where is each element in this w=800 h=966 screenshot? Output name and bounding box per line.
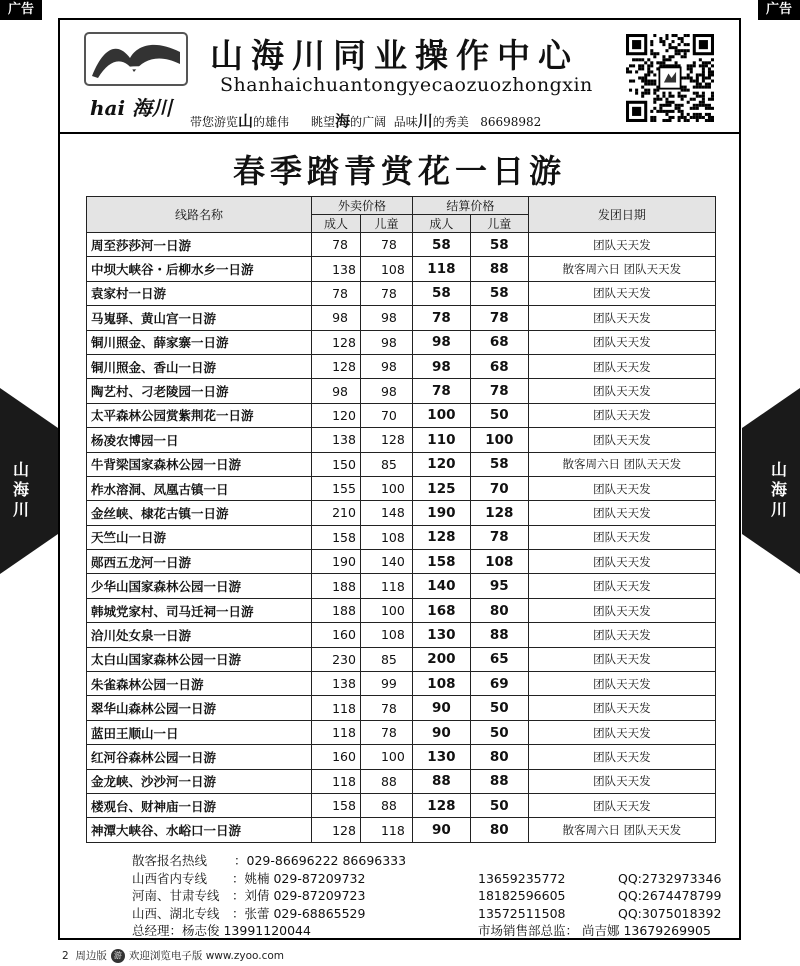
retail-child-price: 98 [360, 354, 412, 378]
table-row [87, 379, 716, 403]
footer-section: 周边版 [75, 950, 107, 962]
table-row [87, 672, 716, 696]
settle-adult-price: 120 [412, 452, 470, 476]
slogan-part2-big: 海 [335, 112, 351, 130]
header-retail-child: 儿童 [360, 215, 412, 233]
retail-adult-price: 158 [312, 525, 361, 549]
depart-schedule: 团队天天发 [528, 574, 715, 598]
retail-adult-price: 210 [312, 501, 361, 525]
table-row [87, 647, 716, 671]
retail-child-price: 88 [360, 769, 412, 793]
settle-child-price: 69 [470, 672, 528, 696]
route-name: 少华山国家森林公园一日游 [87, 574, 312, 598]
retail-child-price: 108 [360, 623, 412, 647]
retail-adult-price: 78 [312, 281, 361, 305]
settle-child-price: 80 [470, 598, 528, 622]
table-row [87, 501, 716, 525]
settle-child-price: 70 [470, 476, 528, 500]
table-row [87, 233, 716, 257]
route-name: 蓝田王顺山一日 [87, 720, 312, 744]
table-row [87, 306, 716, 330]
settle-child-price: 58 [470, 281, 528, 305]
retail-adult-price: 190 [312, 550, 361, 574]
ad-label-right: 广告 [758, 0, 800, 20]
settle-adult-price: 168 [412, 598, 470, 622]
footer-text: 欢迎浏览电子版 www.zyoo.com [128, 950, 285, 962]
settle-adult-price: 118 [412, 257, 470, 281]
table-row [87, 745, 716, 769]
settle-child-price: 68 [470, 354, 528, 378]
route-name: 柞水溶洞、凤凰古镇一日 [87, 476, 312, 500]
retail-child-price: 148 [360, 501, 412, 525]
table-row [87, 403, 716, 427]
route-name: 马嵬驿、黄山宫一日游 [87, 306, 312, 330]
header-settle-child: 儿童 [470, 215, 528, 233]
contact-line-label: 河南、甘肃专线 [132, 888, 220, 903]
travel-logo-icon: 游 [111, 949, 125, 963]
depart-schedule: 团队天天发 [528, 281, 715, 305]
depart-schedule: 团队天天发 [528, 672, 715, 696]
retail-child-price: 128 [360, 428, 412, 452]
settle-child-price: 78 [470, 379, 528, 403]
side-tab-right-label: 山 海 川 [770, 460, 787, 519]
qr-code-icon[interactable] [626, 34, 714, 122]
settle-adult-price: 98 [412, 330, 470, 354]
retail-child-price: 140 [360, 550, 412, 574]
settle-child-price: 50 [470, 720, 528, 744]
retail-adult-price: 160 [312, 745, 361, 769]
depart-schedule: 散客周六日 团队天天发 [528, 818, 715, 842]
table-row [87, 452, 716, 476]
settle-child-price: 88 [470, 623, 528, 647]
routes-table [86, 196, 716, 843]
ad-frame [58, 18, 741, 940]
retail-adult-price: 138 [312, 672, 361, 696]
retail-adult-price: 128 [312, 330, 361, 354]
retail-adult-price: 160 [312, 623, 361, 647]
table-row [87, 696, 716, 720]
settle-child-price: 68 [470, 330, 528, 354]
table-row [87, 330, 716, 354]
settle-child-price: 78 [470, 525, 528, 549]
footer-page-number: 2 [62, 950, 69, 962]
table-row [87, 623, 716, 647]
slogan-part1-pre: 带您游览 [190, 115, 239, 129]
table-row [87, 281, 716, 305]
side-tab-right [742, 388, 800, 574]
general-manager: 总经理：杨志俊 13991120044 [132, 923, 311, 938]
hotline-label: 散客报名热线 [132, 853, 208, 868]
retail-adult-price: 120 [312, 403, 361, 427]
route-name: 红河谷森林公园一日游 [87, 745, 312, 769]
retail-child-price: 100 [360, 745, 412, 769]
retail-child-price: 78 [360, 696, 412, 720]
settle-adult-price: 78 [412, 379, 470, 403]
slogan-part1-big: 山 [238, 112, 254, 130]
depart-schedule: 团队天天发 [528, 769, 715, 793]
page-footer [62, 948, 284, 963]
slogan-phone: 86698982 [480, 115, 542, 129]
settle-child-price: 65 [470, 647, 528, 671]
header-retail-adult: 成人 [312, 215, 361, 233]
depart-schedule: 团队天天发 [528, 428, 715, 452]
settle-child-price: 58 [470, 233, 528, 257]
route-name: 翠华山森林公园一日游 [87, 696, 312, 720]
retail-child-price: 98 [360, 306, 412, 330]
retail-adult-price: 78 [312, 233, 361, 257]
side-tab-left-label: 山 海 川 [12, 460, 29, 519]
retail-adult-price: 158 [312, 793, 361, 817]
contact-line-phone: ：张蕾 029-68865529 [232, 905, 366, 921]
table-row [87, 769, 716, 793]
depart-schedule: 团队天天发 [528, 501, 715, 525]
settle-child-price: 50 [470, 793, 528, 817]
retail-child-price: 78 [360, 281, 412, 305]
route-name: 金丝峡、棣花古镇一日游 [87, 501, 312, 525]
settle-child-price: 95 [470, 574, 528, 598]
table-row [87, 720, 716, 744]
depart-schedule: 团队天天发 [528, 306, 715, 330]
retail-child-price: 78 [360, 720, 412, 744]
settle-child-price: 78 [470, 306, 528, 330]
settle-adult-price: 128 [412, 525, 470, 549]
settle-adult-price: 100 [412, 403, 470, 427]
retail-adult-price: 118 [312, 769, 361, 793]
brand-pinyin: Shanhaichuantongyecaozuozhongxin [220, 74, 593, 96]
depart-schedule: 团队天天发 [528, 623, 715, 647]
slogan-part2-post: 的广阔 [350, 115, 387, 129]
settle-adult-price: 200 [412, 647, 470, 671]
route-name: 郧西五龙河一日游 [87, 550, 312, 574]
depart-schedule: 散客周六日 团队天天发 [528, 257, 715, 281]
retail-child-price: 100 [360, 476, 412, 500]
retail-child-price: 118 [360, 574, 412, 598]
retail-child-price: 99 [360, 672, 412, 696]
side-tab-left [0, 388, 58, 574]
route-name: 韩城党家村、司马迁祠一日游 [87, 598, 312, 622]
depart-schedule: 散客周六日 团队天天发 [528, 452, 715, 476]
table-row [87, 257, 716, 281]
retail-child-price: 118 [360, 818, 412, 842]
table-row [87, 793, 716, 817]
header-depart: 发团日期 [528, 197, 715, 233]
settle-adult-price: 88 [412, 769, 470, 793]
hotline-value: ：029-86696222 86696333 [234, 853, 407, 868]
route-name: 杨凌农博园一日 [87, 428, 312, 452]
depart-schedule: 团队天天发 [528, 354, 715, 378]
depart-schedule: 团队天天发 [528, 696, 715, 720]
retail-adult-price: 138 [312, 257, 361, 281]
retail-child-price: 100 [360, 598, 412, 622]
settle-adult-price: 130 [412, 623, 470, 647]
retail-adult-price: 98 [312, 306, 361, 330]
slogan-part2-pre: 眺望 [311, 115, 336, 129]
settle-child-price: 50 [470, 403, 528, 427]
depart-schedule: 团队天天发 [528, 476, 715, 500]
table-row [87, 598, 716, 622]
settle-adult-price: 90 [412, 720, 470, 744]
contact-line-label: 山西、湖北专线 [132, 905, 220, 921]
retail-adult-price: 118 [312, 696, 361, 720]
contact-line-qq: QQ:2732973346 [618, 870, 722, 886]
route-name: 洽川处女泉一日游 [87, 623, 312, 647]
sales-director: 市场销售部总监： 尚吉娜 13679269905 [478, 923, 711, 938]
retail-child-price: 108 [360, 525, 412, 549]
depart-schedule: 团队天天发 [528, 598, 715, 622]
settle-child-price: 80 [470, 818, 528, 842]
settle-adult-price: 90 [412, 696, 470, 720]
slogan-part3-post: 的秀美 [432, 115, 469, 129]
route-name: 神潭大峡谷、水峪口一日游 [87, 818, 312, 842]
table-row [87, 550, 716, 574]
settle-child-price: 108 [470, 550, 528, 574]
depart-schedule: 团队天天发 [528, 233, 715, 257]
header-retail: 外卖价格 [312, 197, 413, 215]
route-name: 铜川照金、薛家寨一日游 [87, 330, 312, 354]
route-name: 周至莎莎河一日游 [87, 233, 312, 257]
settle-adult-price: 128 [412, 793, 470, 817]
depart-schedule: 团队天天发 [528, 525, 715, 549]
settle-child-price: 88 [470, 769, 528, 793]
table-title: 春季踏青赏花一日游 [232, 152, 566, 190]
route-name: 陶艺村、刁老陵园一日游 [87, 379, 312, 403]
depart-schedule: 团队天天发 [528, 720, 715, 744]
retail-child-price: 70 [360, 403, 412, 427]
depart-schedule: 团队天天发 [528, 745, 715, 769]
contact-line-mobile: 13659235772 [478, 870, 566, 886]
retail-adult-price: 188 [312, 598, 361, 622]
header-route: 线路名称 [87, 197, 312, 233]
contact-line-qq: QQ:3075018392 [618, 905, 722, 921]
route-name: 太白山国家森林公园一日游 [87, 647, 312, 671]
route-name: 天竺山一日游 [87, 525, 312, 549]
slogan-part3-big: 川 [417, 112, 433, 130]
retail-adult-price: 155 [312, 476, 361, 500]
route-name: 朱雀森林公园一日游 [87, 672, 312, 696]
table-row [87, 574, 716, 598]
route-name: 袁家村一日游 [87, 281, 312, 305]
retail-child-price: 108 [360, 257, 412, 281]
retail-adult-price: 150 [312, 452, 361, 476]
retail-child-price: 98 [360, 330, 412, 354]
settle-child-price: 100 [470, 428, 528, 452]
settle-adult-price: 158 [412, 550, 470, 574]
table-row [87, 525, 716, 549]
settle-adult-price: 90 [412, 818, 470, 842]
settle-adult-price: 58 [412, 233, 470, 257]
settle-adult-price: 130 [412, 745, 470, 769]
route-name: 太平森林公园赏紫荆花一日游 [87, 403, 312, 427]
slogan-part3-pre: 品味 [393, 115, 418, 129]
contact-line-mobile: 18182596605 [478, 888, 566, 903]
retail-adult-price: 188 [312, 574, 361, 598]
contact-line-label: 山西省内专线 [132, 870, 208, 886]
header-settle: 结算价格 [412, 197, 528, 215]
settle-child-price: 80 [470, 745, 528, 769]
retail-adult-price: 138 [312, 428, 361, 452]
table-row [87, 428, 716, 452]
table-row [87, 476, 716, 500]
depart-schedule: 团队天天发 [528, 793, 715, 817]
brand-slogan [190, 110, 541, 131]
contact-line-phone: ：姚楠 029-87209732 [232, 870, 366, 886]
depart-schedule: 团队天天发 [528, 330, 715, 354]
retail-child-price: 88 [360, 793, 412, 817]
settle-adult-price: 78 [412, 306, 470, 330]
retail-adult-price: 128 [312, 354, 361, 378]
retail-child-price: 78 [360, 233, 412, 257]
brand-header [60, 20, 739, 134]
settle-adult-price: 140 [412, 574, 470, 598]
settle-child-price: 128 [470, 501, 528, 525]
retail-child-price: 85 [360, 452, 412, 476]
settle-child-price: 58 [470, 452, 528, 476]
contact-line-qq: QQ:2674478799 [618, 888, 722, 903]
retail-adult-price: 118 [312, 720, 361, 744]
table-row [87, 818, 716, 842]
logo-signature: hai 海川 [90, 96, 173, 120]
settle-child-price: 50 [470, 696, 528, 720]
settle-adult-price: 125 [412, 476, 470, 500]
retail-child-price: 98 [360, 379, 412, 403]
route-name: 铜川照金、香山一日游 [87, 354, 312, 378]
contact-line-phone: ：刘倩 029-87209723 [232, 888, 366, 903]
depart-schedule: 团队天天发 [528, 403, 715, 427]
settle-adult-price: 98 [412, 354, 470, 378]
mountain-logo-icon [84, 32, 188, 86]
settle-adult-price: 190 [412, 501, 470, 525]
depart-schedule: 团队天天发 [528, 647, 715, 671]
retail-adult-price: 128 [312, 818, 361, 842]
settle-adult-price: 58 [412, 281, 470, 305]
route-name: 楼观台、财神庙一日游 [87, 793, 312, 817]
header-settle-adult: 成人 [412, 215, 470, 233]
retail-adult-price: 98 [312, 379, 361, 403]
retail-child-price: 85 [360, 647, 412, 671]
route-name: 中坝大峡谷・后柳水乡一日游 [87, 257, 312, 281]
brand-title: 山海川同业操作中心 [210, 36, 579, 75]
route-name: 金龙峡、沙沙河一日游 [87, 769, 312, 793]
table-row [87, 354, 716, 378]
depart-schedule: 团队天天发 [528, 550, 715, 574]
ad-label-left: 广告 [0, 0, 42, 20]
settle-child-price: 88 [470, 257, 528, 281]
retail-adult-price: 230 [312, 647, 361, 671]
contact-line-mobile: 13572511508 [478, 905, 566, 921]
slogan-part1-post: 的雄伟 [253, 115, 290, 129]
route-name: 牛背梁国家森林公园一日游 [87, 452, 312, 476]
depart-schedule: 团队天天发 [528, 379, 715, 403]
settle-adult-price: 108 [412, 672, 470, 696]
settle-adult-price: 110 [412, 428, 470, 452]
